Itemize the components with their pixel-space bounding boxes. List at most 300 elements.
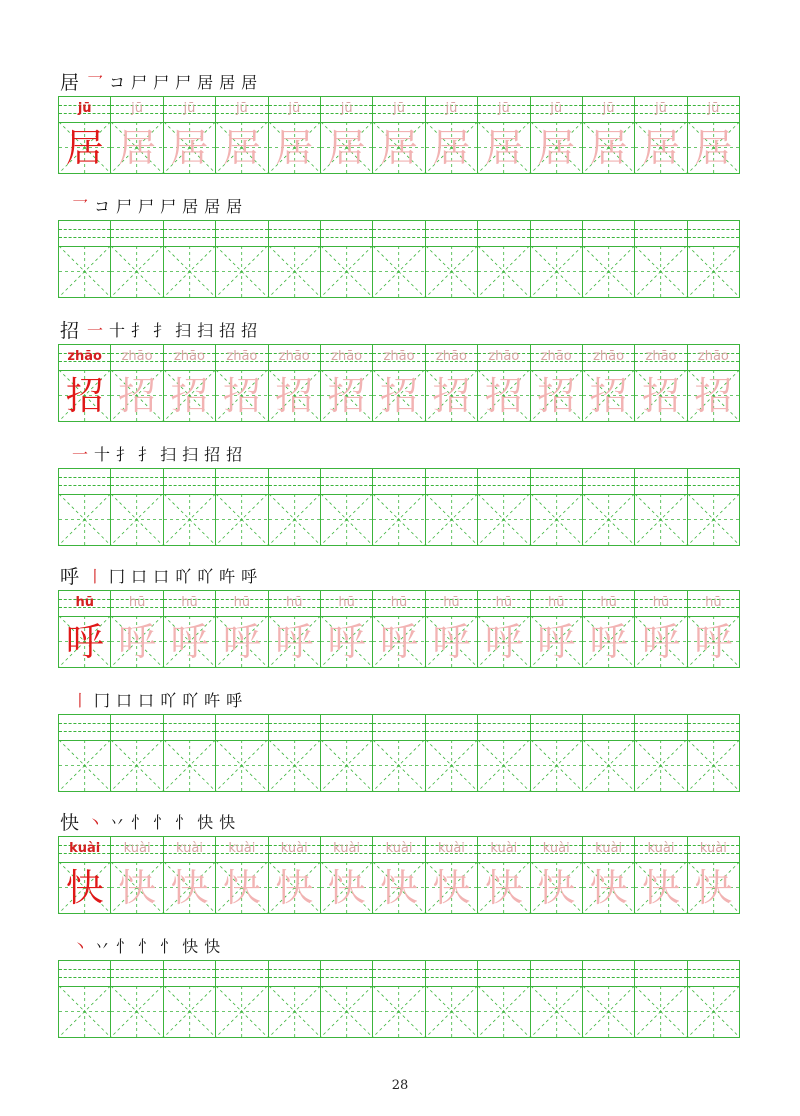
grid-cell	[59, 469, 110, 545]
pinyin-guide	[531, 961, 582, 987]
trace-character: 招	[484, 374, 523, 418]
trace-pinyin: zhāo	[173, 349, 205, 364]
trace-pinyin: hū	[600, 595, 617, 610]
grid-cell	[530, 345, 582, 421]
writing-square	[373, 494, 424, 545]
pinyin-guide	[583, 221, 634, 247]
grid-cell	[634, 961, 686, 1037]
grid-cell	[530, 961, 582, 1037]
writing-square	[216, 246, 267, 297]
stroke-step: 扫	[160, 444, 177, 464]
pinyin-guide	[59, 469, 110, 495]
stroke-step: 快	[182, 936, 199, 956]
writing-square	[111, 740, 162, 791]
pinyin-guide	[635, 961, 686, 987]
trace-pinyin: kuài	[123, 841, 151, 856]
grid-cell	[110, 469, 162, 545]
writing-square	[583, 986, 634, 1037]
stroke-order-line	[72, 684, 248, 714]
stroke-step: 冂	[109, 566, 126, 586]
grid-cell	[425, 97, 477, 173]
pinyin-guide	[111, 469, 162, 495]
grid-cell	[634, 715, 686, 791]
writing-square	[164, 740, 215, 791]
trace-character: 呼	[275, 620, 314, 664]
trace-character: 招	[694, 374, 733, 418]
stroke-step: 丨	[72, 690, 89, 710]
grid-cell	[268, 221, 320, 297]
pinyin-guide	[111, 715, 162, 741]
stroke-step: 忄	[131, 812, 148, 832]
grid-cell	[215, 591, 267, 667]
blank-practice-grid-row	[58, 220, 740, 298]
trace-pinyin: jū	[602, 101, 615, 116]
writing-square	[269, 494, 320, 545]
pinyin-guide	[59, 961, 110, 987]
stroke-step: 口	[153, 566, 170, 586]
grid-cell	[372, 469, 424, 545]
stroke-order-line	[72, 190, 248, 220]
stroke-step: 丷	[109, 812, 126, 832]
writing-square	[373, 246, 424, 297]
trace-pinyin: zhāo	[383, 349, 415, 364]
trace-character: 招	[380, 374, 419, 418]
pinyin-guide	[635, 221, 686, 247]
grid-cell	[582, 715, 634, 791]
writing-square	[59, 740, 110, 791]
stroke-step: 扌	[138, 444, 155, 464]
grid-cell	[163, 837, 215, 913]
stroke-order-line	[72, 438, 248, 468]
model-pinyin: zhāo	[67, 349, 102, 364]
trace-character: 呼	[694, 620, 733, 664]
trace-pinyin: kuài	[490, 841, 518, 856]
writing-square	[688, 740, 739, 791]
pinyin-guide	[478, 715, 529, 741]
trace-pinyin: kuài	[385, 841, 413, 856]
trace-character: 居	[589, 126, 628, 170]
pinyin-guide	[478, 961, 529, 987]
trace-character: 招	[589, 374, 628, 418]
grid-cell	[110, 97, 162, 173]
trace-pinyin: kuài	[595, 841, 623, 856]
grid-cell	[477, 469, 529, 545]
trace-pinyin: zhāo	[645, 349, 677, 364]
trace-pinyin: hū	[181, 595, 198, 610]
grid-cell	[477, 837, 529, 913]
pinyin-guide	[688, 961, 739, 987]
pinyin-guide	[216, 469, 267, 495]
trace-character: 呼	[537, 620, 576, 664]
stroke-step: 尸	[153, 72, 170, 92]
writing-square	[164, 246, 215, 297]
pinyin-guide	[321, 221, 372, 247]
trace-character: 居	[432, 126, 471, 170]
grid-cell	[372, 591, 424, 667]
trace-character: 居	[537, 126, 576, 170]
pinyin-guide	[321, 715, 372, 741]
trace-character: 快	[641, 866, 680, 910]
grid-cell	[477, 221, 529, 297]
grid-cell	[268, 591, 320, 667]
stroke-step: 乛	[87, 72, 104, 92]
writing-square	[426, 986, 477, 1037]
grid-cell	[163, 221, 215, 297]
grid-cell	[477, 591, 529, 667]
pinyin-guide	[531, 715, 582, 741]
grid-cell	[215, 961, 267, 1037]
writing-square	[531, 494, 582, 545]
pinyin-guide	[216, 961, 267, 987]
trace-character: 快	[380, 866, 419, 910]
writing-square	[531, 740, 582, 791]
model-character: 居	[65, 126, 104, 170]
pinyin-guide	[164, 221, 215, 247]
grid-cell	[268, 961, 320, 1037]
grid-cell	[687, 591, 739, 667]
grid-cell	[477, 715, 529, 791]
stroke-step: 尸	[116, 196, 133, 216]
stroke-step: 一	[87, 320, 104, 340]
trace-pinyin: jū	[655, 101, 667, 116]
pinyin-guide	[373, 961, 424, 987]
grid-cell	[372, 715, 424, 791]
pinyin-guide	[269, 469, 320, 495]
trace-pinyin: kuài	[176, 841, 203, 856]
stroke-step: 招	[219, 320, 236, 340]
trace-character: 招	[327, 374, 366, 418]
pinyin-guide	[688, 469, 739, 495]
trace-pinyin: kuài	[699, 841, 727, 856]
trace-pinyin: zhāo	[121, 349, 153, 364]
stroke-step: 居	[197, 72, 214, 92]
pinyin-guide	[478, 221, 529, 247]
trace-character: 快	[222, 866, 261, 910]
stroke-step: 吘	[204, 690, 221, 710]
grid-cell	[320, 837, 372, 913]
stroke-step: 扌	[153, 320, 170, 340]
grid-cell	[372, 345, 424, 421]
stroke-step: 尸	[175, 72, 192, 92]
grid-cell	[582, 837, 634, 913]
writing-square	[111, 246, 162, 297]
grid-cell	[425, 961, 477, 1037]
pinyin-guide	[164, 469, 215, 495]
grid-cell	[687, 221, 739, 297]
stroke-step: 丶	[72, 936, 89, 956]
grid-cell	[477, 97, 529, 173]
writing-square	[635, 494, 686, 545]
grid-cell	[425, 469, 477, 545]
writing-square	[269, 740, 320, 791]
trace-pinyin: kuài	[333, 841, 361, 856]
grid-cell	[530, 97, 582, 173]
model-pinyin: kuài	[69, 841, 101, 856]
heading-character: 呼	[60, 565, 80, 588]
pinyin-guide	[426, 961, 477, 987]
trace-character: 招	[222, 374, 261, 418]
grid-cell	[477, 961, 529, 1037]
trace-character: 居	[118, 126, 157, 170]
pinyin-guide	[478, 469, 529, 495]
grid-cell	[687, 97, 739, 173]
pinyin-guide	[321, 469, 372, 495]
trace-character: 居	[484, 126, 523, 170]
grid-cell	[215, 97, 267, 173]
trace-pinyin: hū	[443, 595, 460, 610]
writing-square	[426, 494, 477, 545]
model-character: 快	[65, 866, 104, 910]
stroke-step: 扫	[197, 320, 214, 340]
pinyin-guide	[426, 221, 477, 247]
grid-cell	[110, 591, 162, 667]
writing-square	[321, 740, 372, 791]
stroke-step: 忄	[175, 812, 192, 832]
grid-cell	[163, 97, 215, 173]
pinyin-guide	[216, 221, 267, 247]
grid-cell	[634, 469, 686, 545]
trace-pinyin: jū	[393, 101, 405, 116]
grid-cell	[634, 837, 686, 913]
trace-pinyin: jū	[707, 101, 720, 116]
trace-pinyin: zhāo	[331, 349, 363, 364]
stroke-step: 口	[138, 690, 155, 710]
grid-cell	[215, 715, 267, 791]
grid-cell	[215, 469, 267, 545]
grid-cell	[215, 221, 267, 297]
grid-cell	[163, 345, 215, 421]
grid-cell	[425, 221, 477, 297]
grid-cell	[425, 715, 477, 791]
stroke-step: 居	[204, 196, 221, 216]
grid-cell	[372, 837, 424, 913]
stroke-step: 吖	[197, 566, 214, 586]
pinyin-guide	[59, 715, 110, 741]
trace-pinyin: hū	[390, 595, 408, 610]
trace-pinyin: jū	[235, 101, 248, 116]
grid-cell	[59, 97, 110, 173]
trace-character: 快	[170, 866, 209, 910]
stroke-step: 快	[219, 812, 236, 832]
grid-cell	[687, 469, 739, 545]
grid-cell	[163, 961, 215, 1037]
pinyin-guide	[531, 221, 582, 247]
trace-pinyin: hū	[705, 595, 722, 610]
writing-square	[688, 986, 739, 1037]
grid-cell	[268, 97, 320, 173]
tracing-grid-row	[58, 96, 740, 174]
grid-cell	[110, 837, 162, 913]
stroke-order-line	[60, 806, 241, 836]
stroke-step: 快	[204, 936, 221, 956]
grid-cell	[59, 591, 110, 667]
grid-cell	[268, 469, 320, 545]
stroke-step: 尸	[160, 196, 177, 216]
trace-pinyin: jū	[183, 101, 196, 116]
grid-cell	[110, 345, 162, 421]
grid-cell	[59, 715, 110, 791]
stroke-step: 尸	[138, 196, 155, 216]
writing-square	[321, 986, 372, 1037]
page-number: 28	[391, 1078, 409, 1093]
trace-character: 居	[694, 126, 733, 170]
trace-pinyin: zhāo	[226, 349, 258, 364]
grid-cell	[320, 221, 372, 297]
pinyin-guide	[635, 715, 686, 741]
trace-pinyin: jū	[445, 101, 458, 116]
trace-pinyin: kuài	[542, 841, 570, 856]
trace-character: 居	[641, 126, 680, 170]
grid-cell	[634, 97, 686, 173]
trace-character: 招	[118, 374, 157, 418]
writing-square	[164, 494, 215, 545]
grid-cell	[110, 221, 162, 297]
pinyin-guide	[583, 961, 634, 987]
pinyin-guide	[59, 221, 110, 247]
stroke-step: 快	[197, 812, 214, 832]
stroke-step: コ	[94, 196, 111, 216]
tracing-grid-row	[58, 344, 740, 422]
trace-character: 招	[275, 374, 314, 418]
stroke-step: 居	[182, 196, 199, 216]
grid-cell	[530, 221, 582, 297]
grid-cell	[268, 837, 320, 913]
grid-cell	[582, 591, 634, 667]
trace-character: 快	[432, 866, 471, 910]
trace-character: 招	[432, 374, 471, 418]
writing-square	[216, 986, 267, 1037]
writing-square	[426, 740, 477, 791]
stroke-step: 十	[94, 444, 111, 464]
stroke-order-line	[60, 314, 263, 344]
pinyin-guide	[269, 221, 320, 247]
trace-pinyin: kuài	[280, 841, 308, 856]
model-character: 呼	[65, 620, 104, 664]
grid-cell	[634, 591, 686, 667]
writing-square	[426, 246, 477, 297]
trace-character: 快	[694, 866, 733, 910]
stroke-step: 口	[116, 690, 133, 710]
trace-pinyin: jū	[131, 101, 144, 116]
pinyin-guide	[164, 961, 215, 987]
stroke-step: 丨	[87, 566, 104, 586]
grid-cell	[59, 837, 110, 913]
writing-square	[635, 246, 686, 297]
writing-square	[478, 246, 529, 297]
grid-cell	[582, 961, 634, 1037]
pinyin-guide	[111, 961, 162, 987]
grid-cell	[634, 221, 686, 297]
grid-cell	[110, 715, 162, 791]
grid-cell	[634, 345, 686, 421]
grid-cell	[530, 837, 582, 913]
grid-cell	[320, 469, 372, 545]
trace-pinyin: zhāo	[278, 349, 310, 364]
stroke-step: 吖	[182, 690, 199, 710]
writing-square	[321, 246, 372, 297]
trace-character: 居	[275, 126, 314, 170]
pinyin-guide	[164, 715, 215, 741]
trace-pinyin: jū	[340, 101, 353, 116]
stroke-step: 吖	[160, 690, 177, 710]
blank-practice-grid-row	[58, 960, 740, 1038]
grid-cell	[163, 469, 215, 545]
grid-cell	[320, 97, 372, 173]
writing-square	[635, 740, 686, 791]
blank-practice-grid-row	[58, 714, 740, 792]
stroke-order-line	[60, 560, 263, 590]
grid-cell	[215, 345, 267, 421]
pinyin-guide	[269, 715, 320, 741]
trace-pinyin: zhāo	[697, 349, 729, 364]
trace-character: 居	[222, 126, 261, 170]
stroke-step: コ	[109, 72, 126, 92]
grid-cell	[372, 97, 424, 173]
writing-square	[688, 494, 739, 545]
grid-cell	[687, 345, 739, 421]
trace-pinyin: jū	[497, 101, 510, 116]
pinyin-guide	[688, 715, 739, 741]
grid-cell	[268, 715, 320, 791]
trace-pinyin: hū	[128, 595, 146, 610]
trace-character: 招	[537, 374, 576, 418]
trace-pinyin: jū	[550, 101, 563, 116]
trace-pinyin: zhāo	[435, 349, 467, 364]
pinyin-guide	[321, 961, 372, 987]
stroke-step: 扌	[116, 444, 133, 464]
grid-cell	[320, 591, 372, 667]
writing-square	[373, 986, 424, 1037]
stroke-step: 丶	[87, 812, 104, 832]
stroke-step: 呼	[241, 566, 258, 586]
writing-square	[531, 246, 582, 297]
stroke-step: 吘	[219, 566, 236, 586]
grid-cell	[59, 221, 110, 297]
grid-cell	[372, 961, 424, 1037]
trace-character: 呼	[327, 620, 366, 664]
trace-pinyin: kuài	[228, 841, 256, 856]
pinyin-guide	[426, 469, 477, 495]
blank-practice-grid-row	[58, 468, 740, 546]
pinyin-guide	[583, 715, 634, 741]
trace-pinyin: zhāo	[488, 349, 520, 364]
stroke-step: 扫	[182, 444, 199, 464]
stroke-step: 忄	[160, 936, 177, 956]
trace-character: 快	[589, 866, 628, 910]
stroke-step: 乛	[72, 196, 89, 216]
writing-square	[583, 494, 634, 545]
writing-square	[59, 246, 110, 297]
writing-square	[478, 494, 529, 545]
trace-character: 呼	[380, 620, 419, 664]
writing-square	[164, 986, 215, 1037]
trace-character: 快	[327, 866, 366, 910]
grid-cell	[687, 961, 739, 1037]
writing-square	[373, 740, 424, 791]
trace-character: 快	[275, 866, 314, 910]
stroke-step: 招	[204, 444, 221, 464]
grid-cell	[59, 345, 110, 421]
grid-cell	[582, 97, 634, 173]
stroke-step: 一	[72, 444, 89, 464]
heading-character: 招	[60, 319, 80, 342]
trace-pinyin: hū	[286, 595, 303, 610]
trace-pinyin: hū	[652, 595, 670, 610]
grid-cell	[163, 591, 215, 667]
grid-cell	[320, 345, 372, 421]
trace-character: 呼	[222, 620, 261, 664]
tracing-grid-row	[58, 590, 740, 668]
